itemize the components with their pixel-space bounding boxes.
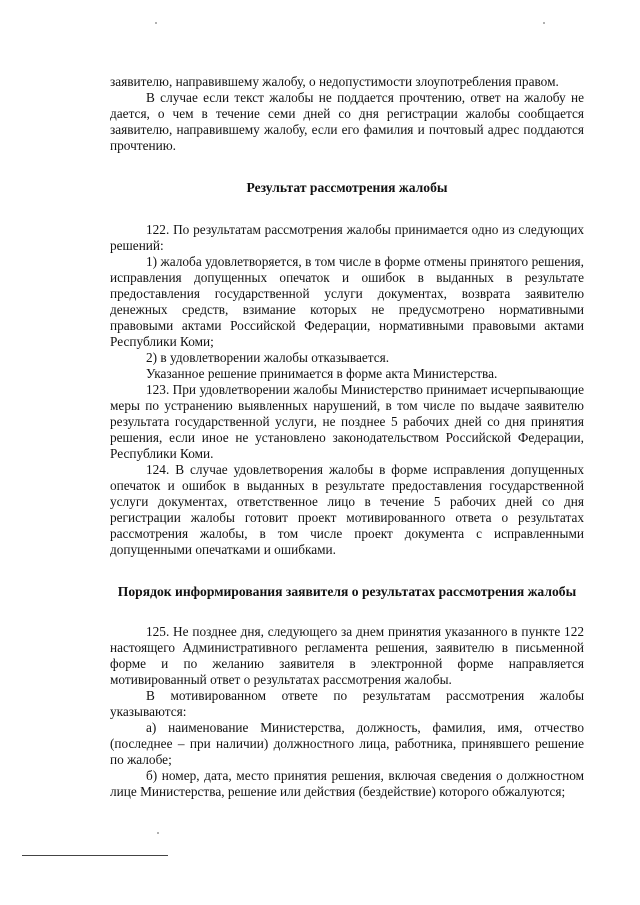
paragraph-answer-contents: В мотивированном ответе по результатам рассмотрения жалобы указываются: xyxy=(110,688,584,719)
paragraph-continuation: заявителю, направившему жалобу, о недопустимости злоупотребления правом. xyxy=(110,74,559,89)
list-item-2: 2) в удовлетворении жалобы отказывается. xyxy=(146,350,390,365)
paragraph-124: 124. В случае удовлетворения жалобы в форме исправления допущенных опечаток и ошибок в выданных в результате предоставления государственной услуги документах, ответственное лицо в течение 5 рабочих дней со дня регистрации жалобы готовит проект мотивированного ответа о результатах рассмотрения жалобы, в том числе проект документа с исправленными допущенными опечатками и ошибками. xyxy=(110,462,584,557)
footer-rule xyxy=(22,855,168,856)
paragraph-122: 122. По результатам рассмотрения жалобы принимается одно из следующих решений: xyxy=(110,222,584,253)
list-item-1: 1) жалоба удовлетворяется, в том числе в форме отмены принятого решения, исправления допущенных опечаток и ошибок в выданных в результате предоставления государственной услуги документах, возврата заявителю денежных средств, взимание которых не предусмотрено нормативными правовыми актами Российской Федерации, нормативными правовыми актами Республики Коми; xyxy=(110,254,584,349)
scan-speck xyxy=(157,832,159,834)
list-item-b: б) номер, дата, место принятия решения, включая сведения о должностном лице Министерства, решение или действия (бездействие) которого обжалуются; xyxy=(110,768,584,799)
paragraph-decision-form: Указанное решение принимается в форме акта Министерства. xyxy=(146,366,498,381)
section-heading-informing: Порядок информирования заявителя о результатах рассмотрения жалобы xyxy=(117,584,577,599)
paragraph-unreadable-complaint: В случае если текст жалобы не поддается прочтению, ответ на жалобу не дается, о чем в течение семи дней со дня регистрации жалобы сообщается заявителю, направившему жалобу, если его фамилия и почтовый адрес поддаются прочтению. xyxy=(110,90,584,153)
paragraph-123: 123. При удовлетворении жалобы Министерство принимает исчерпывающие меры по устранению выявленных нарушений, в том числе по выдаче заявителю результата государственной услуги, не позднее 5 рабочих дней со дня принятия решения, если иное не установлено законодательством Российской Федерации, Республики Коми. xyxy=(110,382,584,461)
scan-speck xyxy=(155,22,157,24)
page-body xyxy=(110,74,584,800)
list-item-a: а) наименование Министерства, должность, фамилия, имя, отчество (последнее – при наличии) должностного лица, работника, принявшего решение по жалобе; xyxy=(110,720,584,767)
scan-speck xyxy=(543,22,545,24)
paragraph-125: 125. Не позднее дня, следующего за днем принятия указанного в пункте 122 настоящего Административного регламента решения, заявителю в письменной форме и по желанию заявителя в электронной форме направляется мотивированный ответ о результатах рассмотрения жалобы. xyxy=(110,624,584,687)
section-heading-result: Результат рассмотрения жалобы xyxy=(246,180,448,195)
